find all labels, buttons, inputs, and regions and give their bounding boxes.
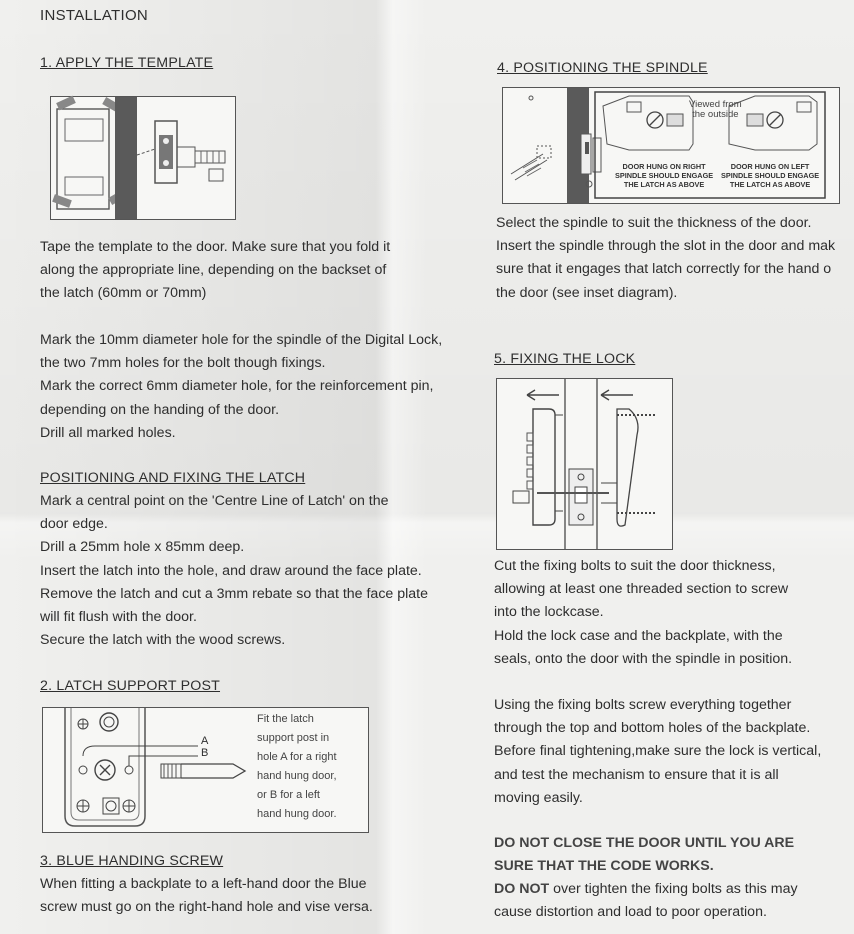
inset-right-hung-caption (615, 162, 713, 189)
latch-support-caption (257, 710, 337, 824)
inset-title-line: Viewed from (689, 99, 742, 110)
latch-support-diagram (42, 707, 369, 833)
text-line: sure that it engages that latch correctly for the hand o (496, 261, 832, 278)
label-a: A (201, 735, 209, 747)
text-line: the latch (60mm or 70mm) (40, 285, 207, 302)
text-line: Drill a 25mm hole x 85mm deep. (40, 539, 245, 556)
text-line: Hold the lock case and the backplate, with the (494, 627, 783, 644)
text-line: Tape the template to the door. Make sure that you fold it (40, 239, 391, 255)
apply-template-para2 (40, 329, 442, 445)
text-line: Mark the correct 6mm diameter hole, for the reinforcement pin, (40, 378, 434, 395)
warning-line (494, 878, 798, 901)
text-line: seals, onto the door with the spindle in position. (494, 650, 793, 667)
positioning-spindle-text (496, 212, 852, 305)
backplate-drawing (43, 708, 253, 832)
template-diagram (50, 96, 236, 220)
fixing-lock-para2 (494, 694, 821, 810)
caption-line: hole A for a right (257, 751, 337, 763)
text-line: Before final tightening,make sure the lock is vertical, (494, 743, 822, 760)
text-line: Mark the 10mm diameter hole for the spindle of the Digital Lock, (40, 332, 443, 348)
inset-caption-line: DOOR HUNG ON LEFT (730, 162, 810, 171)
text-line: will fit flush with the door. (40, 609, 197, 626)
text-line: Mark a central point on the 'Centre Line of Latch' on the (40, 493, 389, 509)
heading-fixing-lock: 5. FIXING THE LOCK (494, 351, 636, 367)
text-line: depending on the handing of the door. (40, 401, 280, 418)
text-line: Insert the spindle through the slot in the door and mak (496, 238, 836, 255)
text-line: moving easily. (494, 789, 583, 806)
label-b: B (201, 747, 209, 759)
lock-drawing (497, 379, 672, 549)
inset-title-line: the outside (692, 109, 739, 120)
text-line: the two 7mm holes for the bolt though fixings. (40, 355, 326, 372)
inset-left-hung-caption (721, 162, 819, 189)
text-line: Drill all marked holes. (40, 424, 176, 441)
heading-blue-handing-screw: 3. BLUE HANDING SCREW (40, 853, 224, 869)
heading-latch-support-post: 2. LATCH SUPPORT POST (40, 678, 221, 694)
text-line: and test the mechanism to ensure that it is all (494, 766, 779, 783)
warning-do-not: DO NOT (494, 881, 550, 897)
caption-line: hand hung door, (257, 770, 337, 782)
text-line: the door (see inset diagram). (496, 284, 678, 301)
warning-line: DO NOT CLOSE THE DOOR UNTIL YOU ARE (494, 835, 795, 851)
text-line: Insert the latch into the hole, and draw around the face plate. (40, 562, 422, 579)
text-line: screw must go on the right-hand hole and vise versa. (40, 899, 373, 916)
blue-handing-text (40, 873, 373, 919)
text-line: along the appropriate line, depending on the backset of (40, 262, 387, 279)
text-line: door edge. (40, 516, 108, 533)
warning-overtighten (494, 878, 798, 924)
inset-caption-line: SPINDLE SHOULD ENGAGE (615, 171, 714, 180)
text-line: Remove the latch and cut a 3mm rebate so that the face plate (40, 585, 429, 602)
warning-close-door (494, 832, 794, 878)
text-line: into the lockcase. (494, 604, 604, 621)
warning-line: SURE THAT THE CODE WORKS. (494, 858, 714, 875)
inset-title (689, 100, 742, 120)
text-line: When fitting a backplate to a left-hand door the Blue (40, 876, 367, 892)
spindle-diagram (502, 87, 840, 204)
caption-line: or B for a left (257, 789, 320, 801)
caption-line: hand hung door. (257, 808, 337, 820)
heading-positioning-spindle: 4. POSITIONING THE SPINDLE (497, 60, 708, 76)
page-title: INSTALLATION (40, 7, 149, 24)
inset-caption-line: SPINDLE SHOULD ENGAGE (721, 171, 820, 180)
template-drawing (51, 97, 235, 219)
text-line: Secure the latch with the wood screws. (40, 632, 286, 649)
warning-line: cause distortion and load to poor operation. (494, 904, 767, 921)
caption-line: Fit the latch (257, 713, 314, 725)
inset-caption-line: DOOR HUNG ON RIGHT (622, 162, 706, 171)
text-line: Using the fixing bolts screw everything together (494, 697, 792, 713)
fixing-latch-text (40, 490, 428, 652)
apply-template-para1 (40, 236, 390, 306)
text-line: through the top and bottom holes of the backplate. (494, 720, 811, 737)
caption-line: support post in (257, 732, 330, 744)
heading-apply-template: 1. APPLY THE TEMPLATE (40, 55, 214, 71)
text-line: Cut the fixing bolts to suit the door thickness, (494, 558, 776, 574)
fixing-lock-diagram (496, 378, 673, 550)
inset-caption-line: THE LATCH AS ABOVE (623, 180, 705, 189)
text-line: allowing at least one threaded section to screw (494, 581, 789, 598)
fixing-lock-para1 (494, 555, 792, 671)
inset-caption-line: THE LATCH AS ABOVE (729, 180, 811, 189)
warning-rest: over tighten the fixing bolts as this may (549, 881, 798, 897)
text-line: Select the spindle to suit the thickness of the door. (496, 215, 812, 231)
heading-fixing-latch: POSITIONING AND FIXING THE LATCH (40, 470, 306, 486)
